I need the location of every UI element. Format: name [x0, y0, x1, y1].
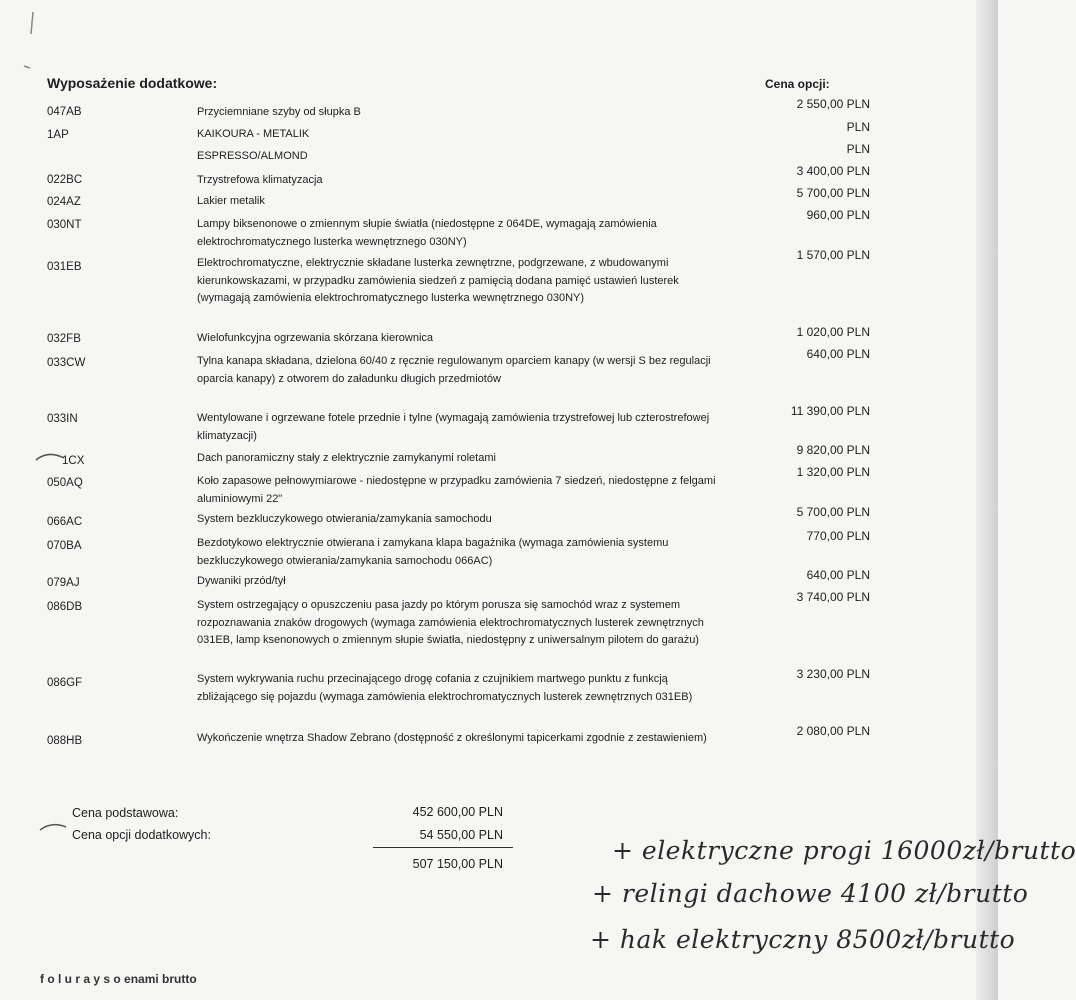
option-code: 047AB — [47, 106, 82, 118]
option-price: 2 080,00 PLN — [796, 724, 870, 738]
option-description: Tylna kanapa składana, dzielona 60/40 z ręcznie regulowanym oparciem kanapy (w wersji S bez regulacji oparcia kanapy) z otworem do załadunku długich przedmiotów — [197, 355, 711, 385]
base-price-value: 452 600,00 PLN — [412, 805, 503, 819]
option-price: 9 820,00 PLN — [796, 443, 870, 457]
option-description: Dach panoramiczny stały z elektrycznie zamykanymi roletami — [197, 452, 496, 464]
options-price-label: Cena opcji dodatkowych: — [72, 828, 211, 842]
footer-text: f o l u r a y s o enami brutto — [40, 972, 197, 986]
option-price: 640,00 PLN — [806, 347, 870, 361]
option-description: System wykrywania ruchu przecinającego drogę cofania z czujnikiem martwego punktu z funkcją zbliżającego się pojazdu (wymaga zamówienia elektrochromatycznych lusterek zewnętrznych 031EB) — [197, 673, 693, 703]
option-code: 033CW — [47, 357, 86, 369]
option-description: Koło zapasowe pełnowymiarowe - niedostępne w przypadku zamówienia 7 siedzeń, niedostępne z felgami aluminiowymi 22" — [197, 475, 716, 505]
option-description: Wielofunkcyjna ogrzewania skórzana kierownica — [197, 332, 434, 344]
option-code: 086DB — [47, 601, 83, 613]
option-code: 033IN — [47, 413, 78, 425]
option-description: Wentylowane i ogrzewane fotele przednie i tylne (wymagają zamówienia trzystrefowej lub czterostrefowej klimatyzacji) — [197, 412, 710, 442]
base-price-label: Cena podstawowa: — [72, 806, 179, 820]
option-description: ESPRESSO/ALMOND — [197, 150, 308, 162]
option-price: 3 400,00 PLN — [796, 164, 870, 178]
option-price: 2 550,00 PLN — [796, 97, 870, 111]
sum-divider — [373, 847, 513, 848]
option-description: Trzystrefowa klimatyzacja — [197, 174, 323, 186]
handwritten-note: + relingi dachowe 4100 zł/brutto — [592, 879, 1029, 908]
option-price: 1 320,00 PLN — [796, 465, 870, 479]
option-price: 1 020,00 PLN — [796, 325, 870, 339]
option-description: Elektrochromatyczne, elektrycznie składane lusterka zewnętrzne, podgrzewane, z wbudowanymi kierunkowskazami, w przypadku zamówienia siedzeń z pamięcią dodana pamięć ustawień lusterek (wymagają zamówienia elektrochromatycznego lusterka wewnętrznego 030NY) — [197, 257, 679, 304]
option-price: 640,00 PLN — [806, 568, 870, 582]
option-description: Lakier metalik — [197, 195, 265, 207]
option-code: 050AQ — [47, 477, 83, 489]
option-description: Dywaniki przód/tył — [197, 575, 286, 587]
option-code: 032FB — [47, 333, 81, 345]
option-code: 070BA — [47, 540, 82, 552]
option-code: 031EB — [47, 261, 82, 273]
option-code: 022BC — [47, 174, 83, 186]
option-description: System bezkluczykowego otwierania/zamykania samochodu — [197, 513, 492, 525]
option-code: 030NT — [47, 219, 82, 231]
option-code: 079AJ — [47, 577, 80, 589]
option-description: Wykończenie wnętrza Shadow Zebrano (dostępność z określonymi tapicerkami zgodnie z zestawieniem) — [197, 732, 707, 744]
option-price: 11 390,00 PLN — [790, 404, 870, 418]
option-price: 960,00 PLN — [806, 208, 870, 222]
section-heading: Wyposażenie dodatkowe: — [47, 75, 218, 91]
scan-artifact-icon — [38, 820, 68, 834]
option-code: 024AZ — [47, 196, 81, 208]
handwritten-note: + elektryczne progi 16000zł/brutto — [612, 836, 1076, 865]
price-column-heading: Cena opcji: — [765, 77, 830, 91]
option-description: Bezdotykowo elektrycznie otwierana i zamykana klapa bagażnika (wymaga zamówienia systemu bezkluczykowego otwierania/zamykania samochodu 066AC) — [197, 537, 669, 567]
option-price: 3 740,00 PLN — [796, 590, 870, 604]
option-code: 066AC — [47, 516, 83, 528]
option-code: 088HB — [47, 735, 83, 747]
option-code: 086GF — [47, 677, 83, 689]
scan-artifact-icon — [18, 8, 48, 78]
option-price: PLN — [846, 120, 870, 134]
option-code: 1CX — [62, 455, 85, 467]
option-price: 3 230,00 PLN — [796, 667, 870, 681]
option-description: Przyciemniane szyby od słupka B — [197, 106, 361, 118]
option-code: 1AP — [47, 129, 69, 141]
option-price: 770,00 PLN — [806, 529, 870, 543]
option-price: 5 700,00 PLN — [796, 505, 870, 519]
option-description: Lampy biksenonowe o zmiennym słupie światła (niedostępne z 064DE, wymagają zamówienia elektrochromatycznego lusterka wewnętrznego 030NY) — [197, 218, 657, 248]
total-price-value: 507 150,00 PLN — [412, 857, 503, 871]
option-description: KAIKOURA - METALIK — [197, 128, 310, 140]
option-description: System ostrzegający o opuszczeniu pasa jazdy po którym porusza się samochód wraz z systemem rozpoznawania znaków drogowych (wymaga zamówienia elektrochromatycznych lusterek zewnętrznych 031EB, lamp ksenonowych o zmiennym słupie światła, niedostępny z uniwersalnym pilotem do garażu) — [197, 599, 704, 646]
options-price-value: 54 550,00 PLN — [419, 828, 503, 842]
option-price: PLN — [846, 142, 870, 156]
handwritten-note: + hak elektryczny 8500zł/brutto — [590, 925, 1016, 954]
option-price: 1 570,00 PLN — [796, 248, 870, 262]
option-price: 5 700,00 PLN — [796, 186, 870, 200]
